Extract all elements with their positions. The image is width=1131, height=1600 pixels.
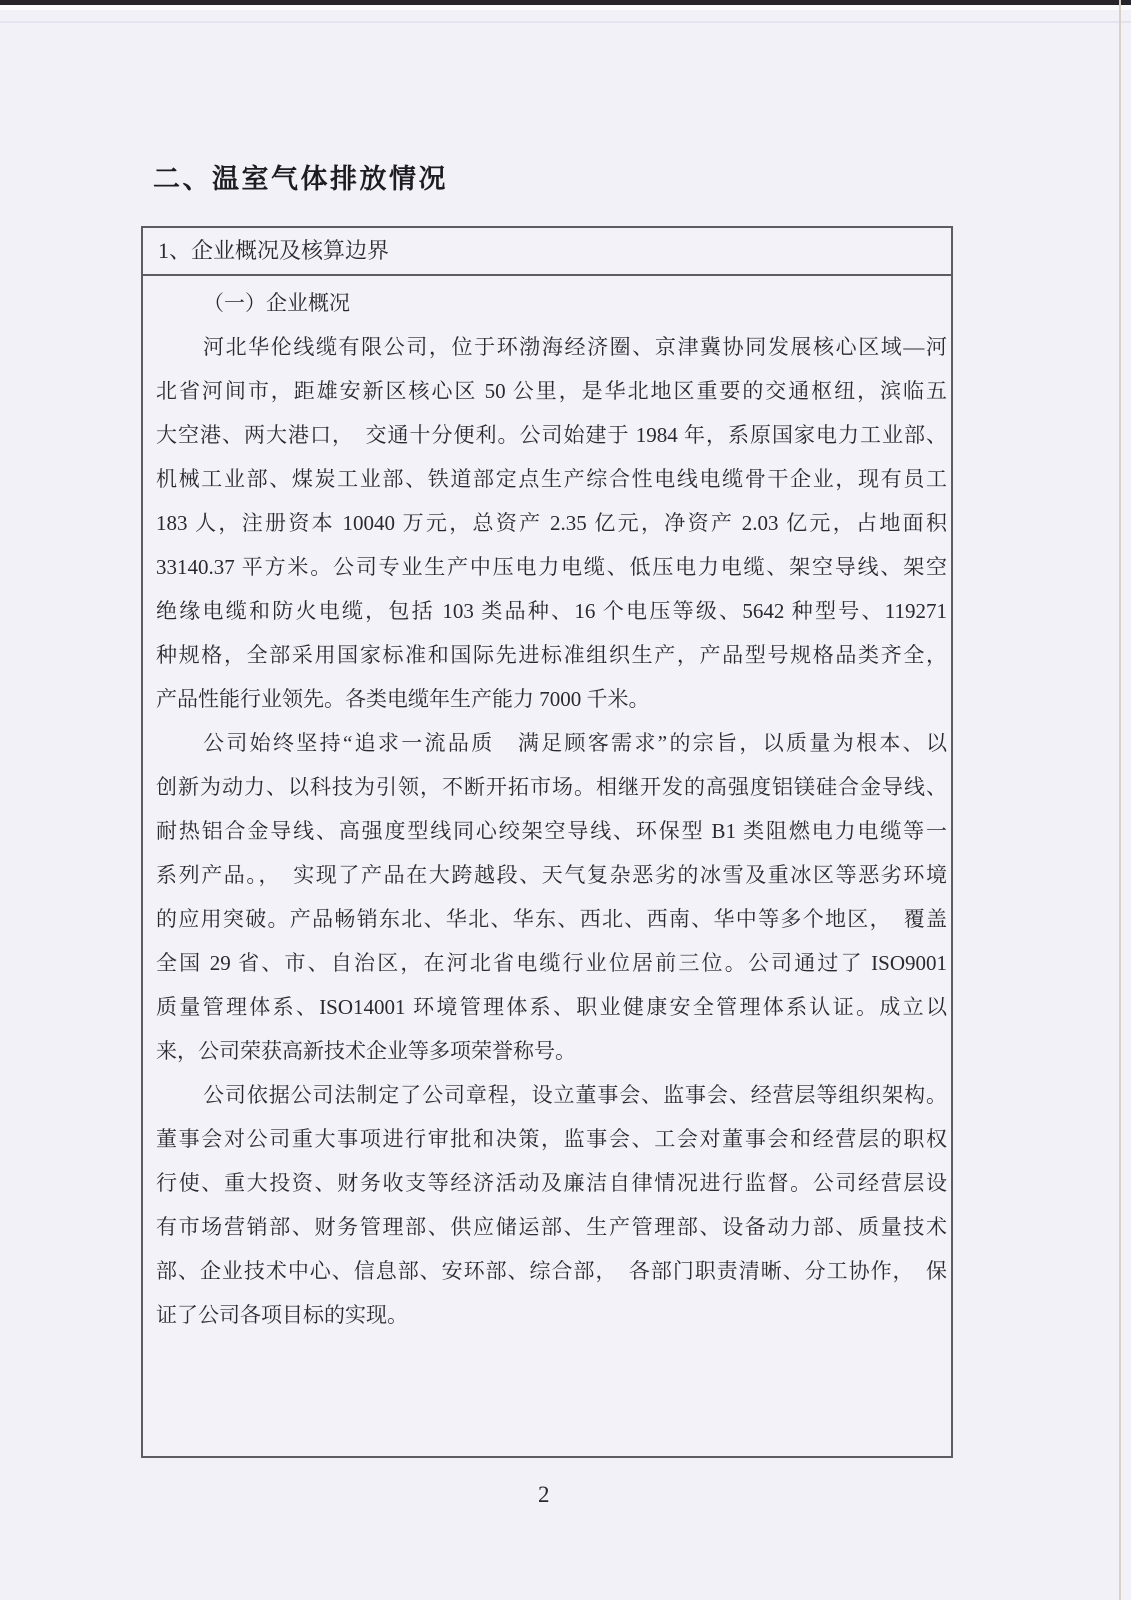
paragraph-line: 公司始终坚持“追求一流品质 满足顾客需求”的宗旨，以质量为根本、以 <box>203 731 947 755</box>
paragraph <box>156 721 947 1073</box>
paragraph-line: 机械工业部、煤炭工业部、铁道部定点生产综合性电线电缆骨干企业，现有员工 <box>156 467 947 491</box>
paragraph-line: 来，公司荣获高新技术企业等多项荣誉称号。 <box>156 1039 576 1063</box>
paragraph-line: 创新为动力、以科技为引领，不断开拓市场。相继开发的高强度铝镁硅合金导线、 <box>156 775 947 799</box>
scan-top-light-strip <box>0 5 1131 10</box>
paragraph-line: 绝缘电缆和防火电缆，包括 103 类品种、16 个电压等级、5642 种型号、119271 <box>156 599 947 623</box>
paragraph-line: 系列产品。， 实现了产品在大跨越段、天气复杂恶劣的冰雪及重冰区等恶劣环境 <box>156 863 947 887</box>
paragraph-line: 种规格，全部采用国家标准和国际先进标准组织生产，产品型号规格品类齐全， <box>156 643 947 667</box>
paragraph-line: 行使、重大投资、财务收支等经济活动及廉洁自律情况进行监督。公司经营层设 <box>156 1171 947 1195</box>
paragraph-line: 董事会对公司重大事项进行审批和决策，监事会、工会对董事会和经营层的职权 <box>156 1127 947 1151</box>
page-number: 2 <box>538 1482 550 1507</box>
paragraph-line: 的应用突破。产品畅销东北、华北、华东、西北、西南、华中等多个地区， 覆盖 <box>156 907 947 931</box>
paragraph-line: 公司依据公司法制定了公司章程，设立董事会、监事会、经营层等组织架构。 <box>203 1083 947 1107</box>
paragraph <box>156 1073 947 1337</box>
scan-paper-right-edge <box>1119 0 1121 1600</box>
paragraph-line: 大空港、两大港口， 交通十分便利。公司始建于 1984 年，系原国家电力工业部、 <box>156 423 947 447</box>
paragraph-line: 有市场营销部、财务管理部、供应储运部、生产管理部、设备动力部、质量技术 <box>156 1215 947 1239</box>
paragraph-line: 证了公司各项目标的实现。 <box>156 1303 408 1327</box>
paragraph-line: 部、企业技术中心、信息部、安环部、综合部， 各部门职责清晰、分工协作， 保 <box>156 1259 947 1283</box>
page-title: 二、温室气体排放情况 <box>153 164 448 195</box>
paragraphs <box>156 325 947 1337</box>
paragraph-line: 183 人，注册资本 10040 万元，总资产 2.35 亿元，净资产 2.03 亿元，占地面积 <box>156 511 947 535</box>
paragraph-line: 河北华伦线缆有限公司，位于环渤海经济圈、京津冀协同发展核心区域—河 <box>203 335 947 359</box>
paragraph-line: 耐热铝合金导线、高强度型线同心绞架空导线、环保型 B1 类阻燃电力电缆等一 <box>156 819 947 843</box>
section-body <box>143 276 951 1337</box>
paragraph <box>156 325 947 721</box>
paragraph-line: 北省河间市，距雄安新区核心区 50 公里，是华北地区重要的交通枢纽，滨临五 <box>156 379 947 403</box>
paragraph-line: 33140.37 平方米。公司专业生产中压电力电缆、低压电力电缆、架空导线、架空 <box>156 555 947 579</box>
scan-faint-horizontal-line <box>0 21 1131 23</box>
subsection-heading: （一）企业概况 <box>203 291 350 315</box>
paragraph-line: 质量管理体系、ISO14001 环境管理体系、职业健康安全管理体系认证。成立以 <box>156 995 947 1019</box>
section-header: 1、企业概况及核算边界 <box>143 228 951 276</box>
paragraph-line: 产品性能行业领先。各类电缆年生产能力 7000 千米。 <box>156 687 650 711</box>
paragraph-line: 全国 29 省、市、自治区，在河北省电缆行业位居前三位。公司通过了 ISO9001 <box>156 951 947 975</box>
report-section-box <box>141 226 953 1458</box>
